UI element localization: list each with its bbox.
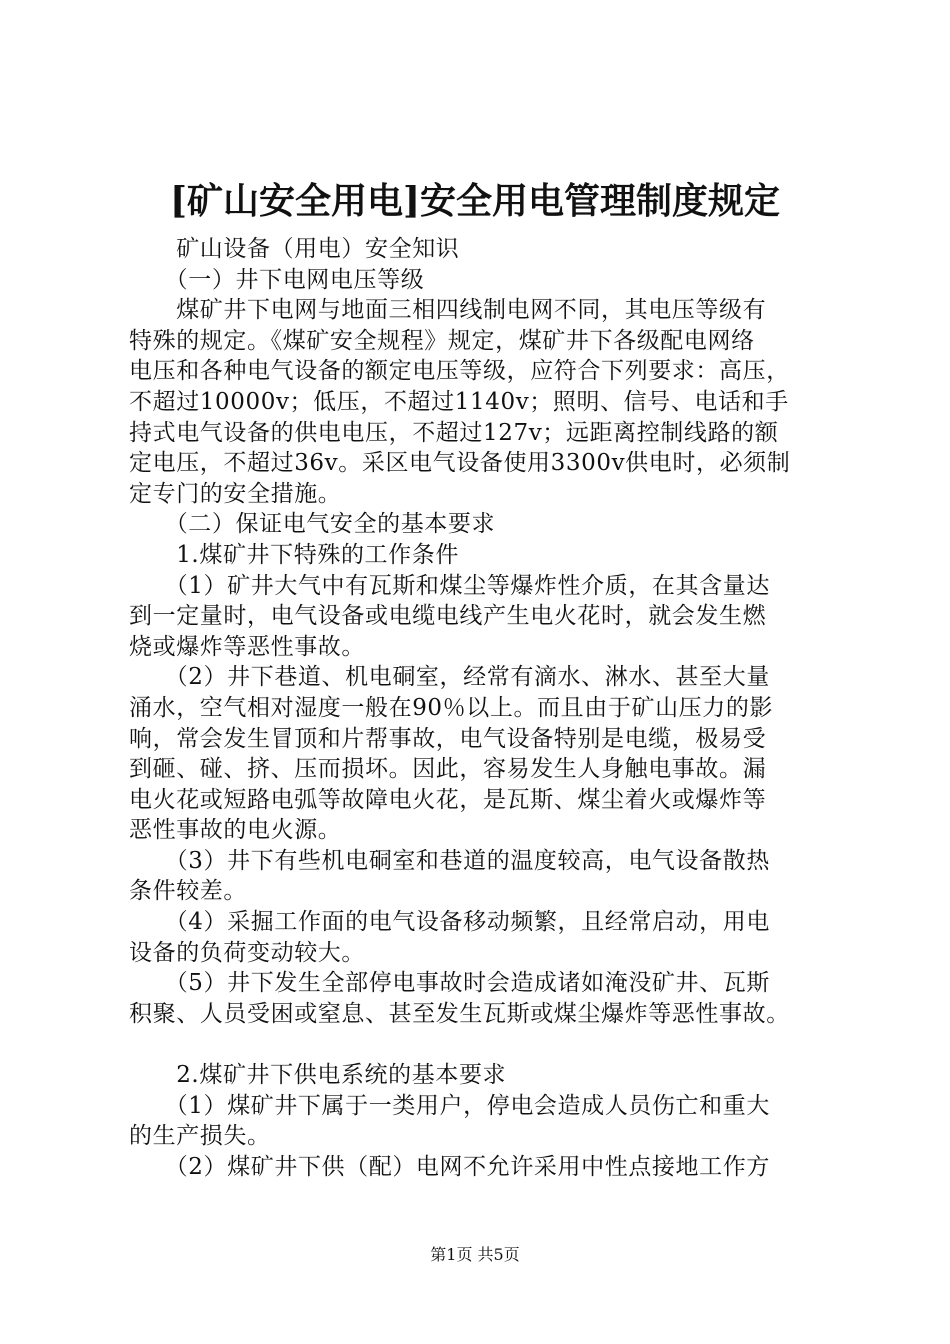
text-line: 烧或爆炸等恶性事故。 (129, 633, 365, 660)
text-line: 矿山设备（用电）安全知识 (129, 236, 460, 262)
text-line: 不超过10000v；低压，不超过1140v；照明、信号、电话和手 (129, 388, 789, 415)
text-line: （1）矿井大气中有瓦斯和煤尘等爆炸性介质，在其含量达 (129, 572, 770, 599)
blank-line (129, 1029, 829, 1060)
text-line: （3）井下有些机电硐室和巷道的温度较高，电气设备散热 (129, 847, 770, 874)
text-line: 持式电气设备的供电电压，不超过127v；远距离控制线路的额 (129, 419, 779, 446)
text-line: （2）煤矿井下供（配）电网不允许采用中性点接地工作方 (129, 1153, 770, 1180)
page-number-footer: 第1页 共5页 (430, 1245, 520, 1264)
text-line: （4）采掘工作面的电气设备移动频繁，且经常启动，用电 (129, 909, 770, 936)
text-line: 2.煤矿井下供电系统的基本要求 (129, 1062, 507, 1089)
text-line: 电压和各种电气设备的额定电压等级，应符合下列要求：高压， (129, 358, 790, 385)
text-line: （2）井下巷道、机电硐室，经常有滴水、淋水、甚至大量 (129, 664, 770, 691)
text-line: 恶性事故的电火源。 (129, 817, 342, 844)
text-line: 涌水，空气相对湿度一般在90％以上。而且由于矿山压力的影 (129, 694, 774, 721)
text-line: 响，常会发生冒顶和片帮事故，电气设备特别是电缆，极易受 (129, 725, 767, 752)
text-line: （二）保证电气安全的基本要求 (129, 511, 496, 538)
text-line: 定电压，不超过36v。采区电气设备使用3300v供电时，必须制 (129, 450, 791, 477)
text-line: 特殊的规定。《煤矿安全规程》规定，煤矿井下各级配电网络 (129, 327, 755, 354)
text-line: 积聚、人员受困或窒息、甚至发生瓦斯或煤尘爆炸等恶性事故。 (129, 1000, 790, 1027)
text-line: 到砸、碰、挤、压而损坏。因此，容易发生人身触电事故。漏 (129, 756, 767, 783)
text-line: 的生产损失。 (129, 1123, 271, 1150)
document-title: [矿山安全用电]安全用电管理制度规定 (169, 180, 781, 222)
text-line: 电火花或短路电弧等故障电火花，是瓦斯、煤尘着火或爆炸等 (129, 786, 767, 813)
text-line: 到一定量时，电气设备或电缆电线产生电火花时，就会发生燃 (129, 603, 767, 630)
document-body (129, 234, 829, 1182)
text-line: 定专门的安全措施。 (129, 480, 342, 507)
text-line: （一）井下电网电压等级 (129, 266, 425, 293)
text-line: 设备的负荷变动较大。 (129, 939, 365, 966)
text-line: 条件较差。 (129, 878, 247, 905)
text-line: （5）井下发生全部停电事故时会造成诸如淹没矿井、瓦斯 (129, 970, 770, 997)
text-line: （1）煤矿井下属于一类用户，停电会造成人员伤亡和重大 (129, 1092, 770, 1119)
text-line: 煤矿井下电网与地面三相四线制电网不同，其电压等级有 (129, 297, 767, 324)
text-line: 1.煤矿井下特殊的工作条件 (129, 541, 459, 568)
